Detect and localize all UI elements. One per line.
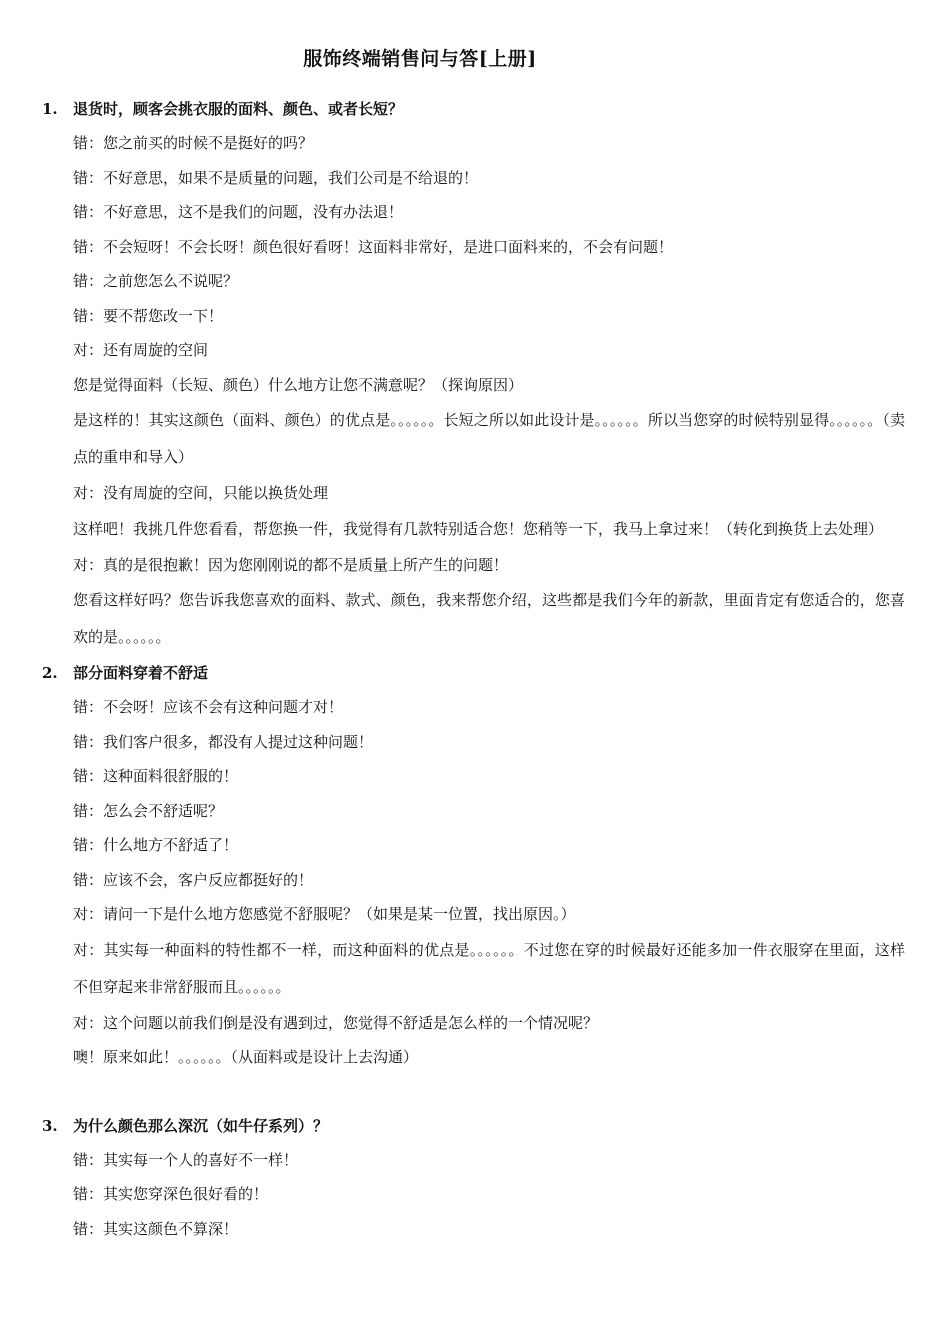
answer-line: 错：其实您穿深色很好看的！ bbox=[73, 1185, 269, 1203]
answer-line: 错：要不帮您改一下！ bbox=[73, 306, 224, 325]
question-heading-1 bbox=[0, 92, 950, 126]
answer-line: 错：不好意思，这不是我们的问题，没有办法退！ bbox=[73, 203, 404, 221]
answer-line: 错：怎么会不舒适呢？ bbox=[73, 801, 224, 820]
answer-line: 对：这个问题以前我们倒是没有遇到过，您觉得不舒适是怎么样的一个情况呢？ bbox=[73, 1013, 599, 1032]
answer-line: 噢！原来如此！。。。。。。（从面料或是设计上去沟通） bbox=[73, 1048, 419, 1066]
answer-line: 对：没有周旋的空间，只能以换货处理 bbox=[73, 484, 329, 502]
answer-line: 错：这种面料很舒服的！ bbox=[73, 767, 239, 785]
answer-line: 您是觉得面料（长短、颜色）什么地方让您不满意呢？（探询原因） bbox=[73, 375, 524, 394]
question-number: 1. bbox=[42, 100, 58, 118]
answer-line: 错：我们客户很多，都没有人提过这种问题！ bbox=[73, 732, 374, 751]
question-number: 2. bbox=[42, 664, 58, 682]
answer-line: 错：应该不会，客户反应都挺好的！ bbox=[73, 870, 314, 889]
question-heading-2 bbox=[0, 656, 950, 690]
question-number: 3. bbox=[42, 1116, 58, 1135]
answer-line: 错：不会短呀！不会长呀！颜色很好看呀！这面料非常好，是进口面料来的，不会有问题！ bbox=[73, 237, 674, 256]
answer-paragraph: 对：其实每一种面料的特性都不一样，而这种面料的优点是。。。。。。不过您在穿的时候最好还能多加一件衣服穿在里面，这样不但穿起来非常舒服而且。。。。。。 bbox=[73, 940, 905, 996]
question-heading-3 bbox=[0, 1109, 950, 1143]
answer-line: 错：不好意思，如果不是质量的问题，我们公司是不给退的！ bbox=[73, 168, 479, 187]
answer-line: 错：之前您怎么不说呢？ bbox=[73, 272, 239, 290]
answer-paragraph: 您看这样好吗？您告诉我您喜欢的面料、款式、颜色，我来帮您介绍，这些都是我们今年的新款，里面肯定有您适合的，您喜欢的是。。。。。。 bbox=[73, 591, 905, 646]
answer-line: 对：真的是很抱歉！因为您刚刚说的都不是质量上所产生的问题！ bbox=[73, 555, 509, 574]
answer-line: 对：请问一下是什么地方您感觉不舒服呢？（如果是某一位置，找出原因。） bbox=[73, 905, 576, 923]
answer-line: 对：还有周旋的空间 bbox=[73, 341, 209, 359]
answer-line: 错：什么地方不舒适了！ bbox=[73, 836, 239, 854]
answer-paragraph: 是这样的！其实这颜色（面料、颜色）的优点是。。。。。。长短之所以如此设计是。。。。。。所以当您穿的时候特别显得。。。。。。（卖点的重申和导入） bbox=[73, 411, 905, 466]
question-text: 退货时，顾客会挑衣服的面料、颜色、或者长短？ bbox=[73, 100, 404, 118]
answer-line: 错：其实每一个人的喜好不一样！ bbox=[73, 1150, 299, 1169]
answer-paragraph: 这样吧！我挑几件您看看，帮您换一件，我觉得有几款特别适合您！您稍等一下，我马上拿过来！（转化到换货上去处理） bbox=[73, 519, 884, 538]
document-body bbox=[0, 92, 950, 1246]
section-spacer bbox=[0, 1075, 950, 1109]
question-text: 为什么颜色那么深沉（如牛仔系列）？ bbox=[73, 1116, 329, 1135]
answer-line: 错：您之前买的时候不是挺好的吗？ bbox=[73, 134, 314, 152]
document-title: 服饰终端销售问与答[上册] bbox=[303, 48, 537, 70]
question-text: 部分面料穿着不舒适 bbox=[73, 664, 209, 682]
answer-line: 错：不会呀！应该不会有这种问题才对！ bbox=[73, 698, 344, 716]
answer-line: 错：其实这颜色不算深！ bbox=[73, 1219, 239, 1238]
